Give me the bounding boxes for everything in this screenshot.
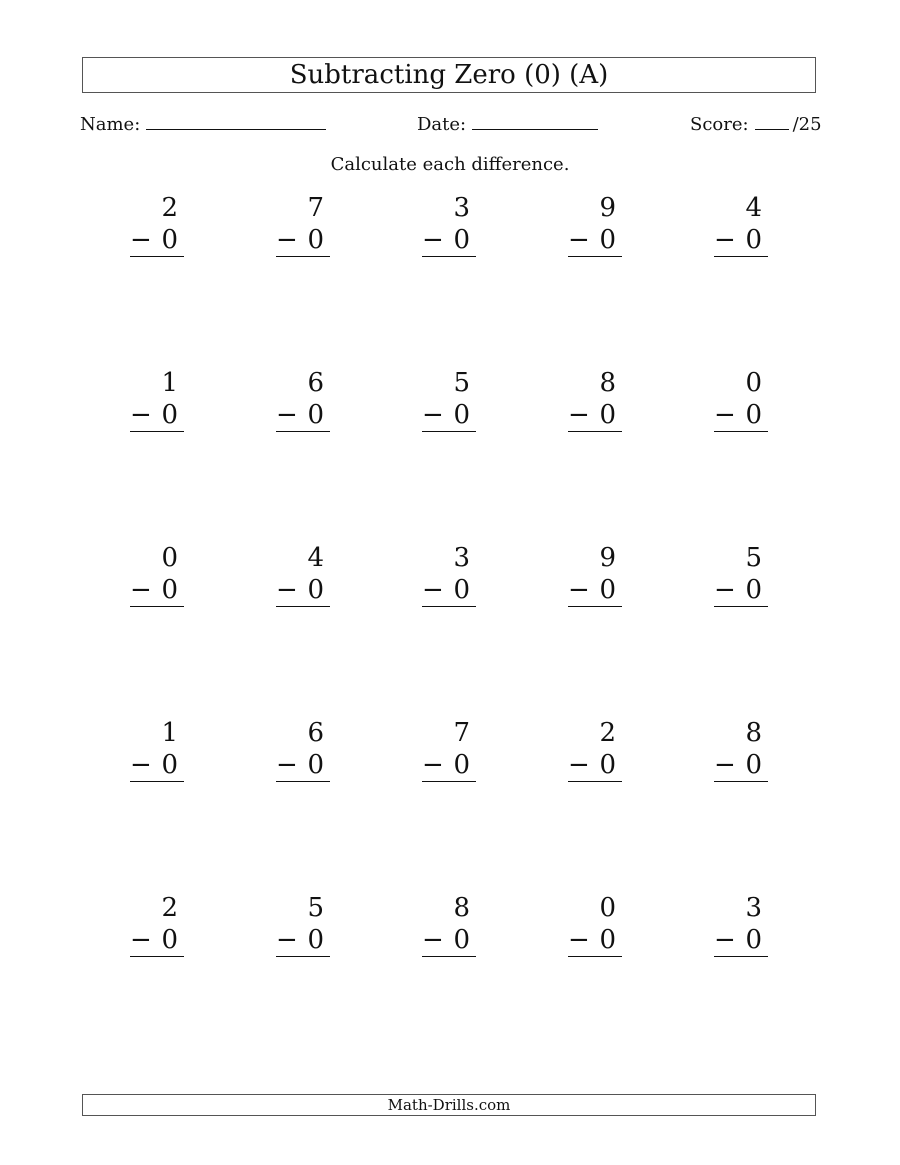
subtrahend-row [130, 399, 184, 432]
minus-sign: − [568, 750, 590, 780]
minuend: 7 [307, 193, 324, 223]
minus-sign: − [714, 925, 736, 955]
problem-5-2 [276, 892, 330, 957]
minus-sign: − [276, 750, 298, 780]
subtrahend-row [422, 574, 476, 607]
subtrahend: 0 [745, 400, 762, 430]
instructions: Calculate each difference. [330, 154, 570, 175]
subtrahend-row [568, 399, 622, 432]
minuend: 2 [161, 893, 178, 923]
subtrahend-row [568, 749, 622, 782]
subtrahend: 0 [599, 400, 616, 430]
minuend: 5 [745, 543, 762, 573]
minus-sign: − [714, 750, 736, 780]
subtrahend-row [714, 224, 768, 257]
problem-3-2 [276, 542, 330, 607]
subtrahend-row [568, 924, 622, 957]
minuend: 8 [453, 893, 470, 923]
subtrahend: 0 [453, 400, 470, 430]
subtrahend: 0 [599, 750, 616, 780]
minuend: 4 [745, 193, 762, 223]
subtrahend: 0 [161, 750, 178, 780]
minuend: 4 [307, 543, 324, 573]
subtrahend-row [276, 399, 330, 432]
minus-sign: − [714, 225, 736, 255]
problem-1-3 [422, 192, 476, 257]
subtrahend: 0 [307, 400, 324, 430]
subtrahend: 0 [745, 225, 762, 255]
minuend: 7 [453, 718, 470, 748]
minuend: 2 [599, 718, 616, 748]
subtrahend: 0 [453, 925, 470, 955]
problem-5-1 [130, 892, 184, 957]
problem-5-4 [568, 892, 622, 957]
problem-1-1 [130, 192, 184, 257]
minus-sign: − [714, 400, 736, 430]
minus-sign: − [422, 400, 444, 430]
subtrahend-row [422, 924, 476, 957]
subtrahend-row [130, 924, 184, 957]
subtrahend: 0 [599, 925, 616, 955]
footer-site: Math-Drills.com [82, 1094, 816, 1116]
problem-1-5 [714, 192, 768, 257]
minuend: 3 [453, 543, 470, 573]
minus-sign: − [276, 400, 298, 430]
worksheet-title: Subtracting Zero (0) (A) [82, 57, 816, 93]
subtrahend: 0 [307, 225, 324, 255]
problem-4-5 [714, 717, 768, 782]
problem-4-1 [130, 717, 184, 782]
problem-2-5 [714, 367, 768, 432]
minus-sign: − [276, 225, 298, 255]
minus-sign: − [130, 750, 152, 780]
problem-2-3 [422, 367, 476, 432]
subtrahend: 0 [307, 575, 324, 605]
minus-sign: − [130, 225, 152, 255]
minus-sign: − [422, 225, 444, 255]
problem-5-3 [422, 892, 476, 957]
minus-sign: − [422, 750, 444, 780]
minuend: 6 [307, 368, 324, 398]
subtrahend-row [130, 574, 184, 607]
minuend: 8 [599, 368, 616, 398]
subtrahend: 0 [599, 225, 616, 255]
minus-sign: − [422, 575, 444, 605]
problem-1-2 [276, 192, 330, 257]
subtrahend: 0 [307, 925, 324, 955]
subtrahend: 0 [599, 575, 616, 605]
subtrahend-row [276, 574, 330, 607]
problem-4-4 [568, 717, 622, 782]
problem-3-5 [714, 542, 768, 607]
minus-sign: − [422, 925, 444, 955]
minus-sign: − [568, 400, 590, 430]
problem-4-2 [276, 717, 330, 782]
subtrahend-row [422, 224, 476, 257]
minus-sign: − [276, 575, 298, 605]
problem-1-4 [568, 192, 622, 257]
subtrahend: 0 [453, 750, 470, 780]
minuend: 2 [161, 193, 178, 223]
problem-3-3 [422, 542, 476, 607]
minuend: 8 [745, 718, 762, 748]
score-total: /25 [792, 114, 822, 135]
problem-2-4 [568, 367, 622, 432]
subtrahend: 0 [307, 750, 324, 780]
subtrahend: 0 [453, 225, 470, 255]
problem-5-5 [714, 892, 768, 957]
problem-4-3 [422, 717, 476, 782]
subtrahend-row [422, 749, 476, 782]
minuend: 9 [599, 543, 616, 573]
minus-sign: − [568, 575, 590, 605]
subtrahend-row [422, 399, 476, 432]
minus-sign: − [568, 925, 590, 955]
minuend: 9 [599, 193, 616, 223]
problem-3-4 [568, 542, 622, 607]
minus-sign: − [130, 575, 152, 605]
minus-sign: − [714, 575, 736, 605]
score-label: Score: [690, 114, 749, 135]
subtrahend-row [714, 399, 768, 432]
problem-2-2 [276, 367, 330, 432]
minus-sign: − [568, 225, 590, 255]
subtrahend: 0 [161, 225, 178, 255]
subtrahend-row [568, 224, 622, 257]
problem-3-1 [130, 542, 184, 607]
subtrahend-row [714, 924, 768, 957]
minuend: 5 [453, 368, 470, 398]
minuend: 0 [599, 893, 616, 923]
subtrahend-row [714, 749, 768, 782]
minuend: 0 [745, 368, 762, 398]
minuend: 3 [745, 893, 762, 923]
name-label: Name: [80, 114, 141, 135]
minuend: 6 [307, 718, 324, 748]
date-label: Date: [417, 114, 467, 135]
minuend: 3 [453, 193, 470, 223]
subtrahend: 0 [745, 575, 762, 605]
minus-sign: − [130, 400, 152, 430]
subtrahend-row [130, 224, 184, 257]
subtrahend: 0 [161, 400, 178, 430]
minuend: 5 [307, 893, 324, 923]
subtrahend-row [276, 749, 330, 782]
minuend: 1 [161, 718, 178, 748]
minus-sign: − [130, 925, 152, 955]
subtrahend-row [568, 574, 622, 607]
minus-sign: − [276, 925, 298, 955]
subtrahend: 0 [161, 925, 178, 955]
subtrahend-row [714, 574, 768, 607]
subtrahend-row [130, 749, 184, 782]
subtrahend: 0 [745, 750, 762, 780]
subtrahend-row [276, 224, 330, 257]
minuend: 0 [161, 543, 178, 573]
subtrahend: 0 [161, 575, 178, 605]
subtrahend: 0 [453, 575, 470, 605]
problem-2-1 [130, 367, 184, 432]
subtrahend-row [276, 924, 330, 957]
minuend: 1 [161, 368, 178, 398]
subtrahend: 0 [745, 925, 762, 955]
